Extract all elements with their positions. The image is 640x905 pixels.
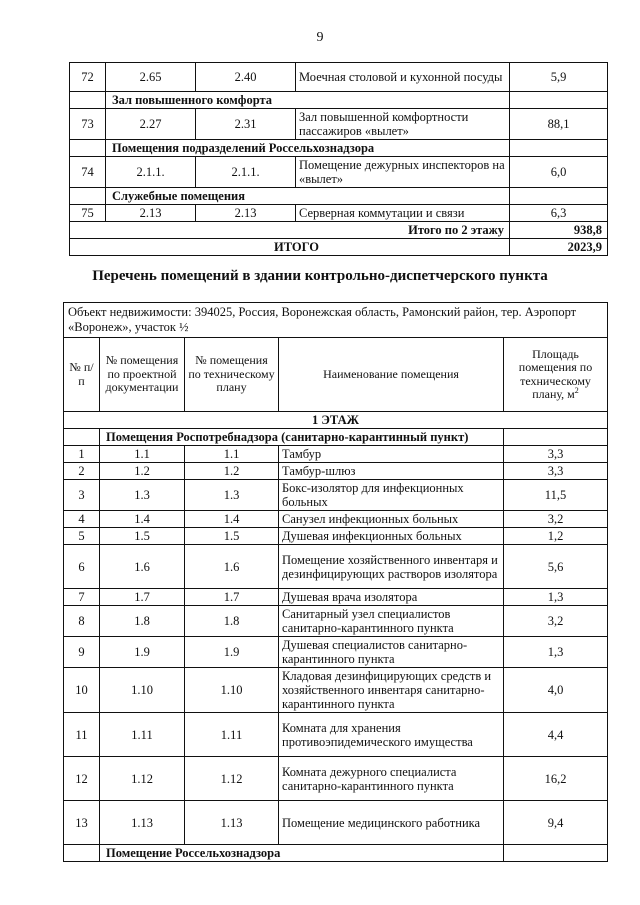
tech-plan-room-number: 1.5	[185, 528, 279, 545]
header-area-sup: 2	[574, 386, 579, 395]
project-room-number: 1.6	[100, 545, 185, 589]
row-number: 6	[64, 545, 100, 589]
room-name: Зал повышенной комфортности пассажиров «вылет»	[296, 109, 510, 140]
row-number: 5	[64, 528, 100, 545]
table-row	[64, 463, 608, 480]
grand-total-row	[70, 239, 608, 256]
section-heading: Перечень помещений в здании контрольно-диспетчерского пункта	[92, 268, 548, 284]
tech-plan-room-number: 1.3	[185, 480, 279, 511]
tech-plan-room-number: 1.9	[185, 637, 279, 668]
project-room-number: 2.65	[106, 63, 196, 92]
room-area: 4,4	[504, 713, 608, 757]
header-tech: № помещения по техническому плану	[185, 338, 279, 412]
table-row	[64, 668, 608, 713]
room-area: 3,3	[504, 463, 608, 480]
row-number: 3	[64, 480, 100, 511]
section-row	[70, 188, 608, 205]
empty-cell	[70, 140, 106, 157]
room-area: 6,0	[510, 157, 608, 188]
table-row	[64, 637, 608, 668]
room-name: Комната для хранения противоэпидемического имущества	[279, 713, 504, 757]
tech-plan-room-number: 1.4	[185, 511, 279, 528]
room-name: Серверная коммутации и связи	[296, 205, 510, 222]
section-row	[64, 429, 608, 446]
empty-cell	[70, 188, 106, 205]
rooms-table-floor-2	[69, 62, 608, 256]
room-area: 1,3	[504, 589, 608, 606]
object-address: Объект недвижимости: 394025, Россия, Воронежская область, Рамонский район, тер. Аэропорт «Воронеж», участок ½	[64, 303, 608, 338]
room-name: Помещение медицинского работника	[279, 801, 504, 845]
row-number: 1	[64, 446, 100, 463]
project-room-number: 1.4	[100, 511, 185, 528]
tech-plan-room-number: 1.10	[185, 668, 279, 713]
room-name: Моечная столовой и кухонной посуды	[296, 63, 510, 92]
row-number: 74	[70, 157, 106, 188]
room-name: Душевая инфекционных больных	[279, 528, 504, 545]
project-room-number: 1.1	[100, 446, 185, 463]
room-name: Комната дежурного специалиста санитарно-карантинного пункта	[279, 757, 504, 801]
room-name: Тамбур-шлюз	[279, 463, 504, 480]
tech-plan-room-number: 1.12	[185, 757, 279, 801]
table-row	[64, 713, 608, 757]
row-number: 75	[70, 205, 106, 222]
section-title: Служебные помещения	[106, 188, 510, 205]
row-number: 8	[64, 606, 100, 637]
tech-plan-room-number: 2.31	[196, 109, 296, 140]
row-number: 11	[64, 713, 100, 757]
room-name: Помещение хозяйственного инвентаря и дезинфицирующих растворов изолятора	[279, 545, 504, 589]
room-area: 4,0	[504, 668, 608, 713]
row-number: 10	[64, 668, 100, 713]
section-row	[70, 92, 608, 109]
row-number: 2	[64, 463, 100, 480]
room-area: 3,2	[504, 606, 608, 637]
header-area-text: Площадь помещения по техническому плану, м	[518, 346, 593, 401]
room-name: Санузел инфекционных больных	[279, 511, 504, 528]
table-row	[64, 757, 608, 801]
project-room-number: 1.11	[100, 713, 185, 757]
total-floor-value: 938,8	[510, 222, 608, 239]
table-row	[64, 480, 608, 511]
room-area: 11,5	[504, 480, 608, 511]
room-area: 5,6	[504, 545, 608, 589]
object-row	[64, 303, 608, 338]
section-row	[64, 845, 608, 862]
project-room-number: 1.13	[100, 801, 185, 845]
room-area: 1,2	[504, 528, 608, 545]
tech-plan-room-number: 2.1.1.	[196, 157, 296, 188]
tech-plan-room-number: 1.13	[185, 801, 279, 845]
project-room-number: 1.10	[100, 668, 185, 713]
project-room-number: 1.7	[100, 589, 185, 606]
row-number: 72	[70, 63, 106, 92]
header-no: № п/п	[64, 338, 100, 412]
project-room-number: 1.12	[100, 757, 185, 801]
row-number: 9	[64, 637, 100, 668]
project-room-number: 2.13	[106, 205, 196, 222]
project-room-number: 1.9	[100, 637, 185, 668]
project-room-number: 1.8	[100, 606, 185, 637]
row-number: 13	[64, 801, 100, 845]
room-name: Душевая специалистов санитарно-карантинного пункта	[279, 637, 504, 668]
room-area: 5,9	[510, 63, 608, 92]
empty-cell	[510, 92, 608, 109]
section-row	[70, 140, 608, 157]
tech-plan-room-number: 2.13	[196, 205, 296, 222]
floor-label: 1 ЭТАЖ	[64, 412, 608, 429]
room-name: Бокс-изолятор для инфекционных больных	[279, 480, 504, 511]
section-title: Помещения подразделений Россельхознадзора	[106, 140, 510, 157]
total-floor-label: Итого по 2 этажу	[70, 222, 510, 239]
room-area: 88,1	[510, 109, 608, 140]
empty-cell	[504, 845, 608, 862]
table-row	[70, 157, 608, 188]
rooms-table-control-tower	[63, 302, 608, 862]
room-name: Помещение дежурных инспекторов на «вылет»	[296, 157, 510, 188]
table-row	[70, 205, 608, 222]
row-number: 4	[64, 511, 100, 528]
row-number: 73	[70, 109, 106, 140]
row-number: 7	[64, 589, 100, 606]
table-row	[64, 589, 608, 606]
empty-cell	[510, 140, 608, 157]
project-room-number: 2.27	[106, 109, 196, 140]
tech-plan-room-number: 1.2	[185, 463, 279, 480]
project-room-number: 2.1.1.	[106, 157, 196, 188]
room-name: Тамбур	[279, 446, 504, 463]
room-area: 6,3	[510, 205, 608, 222]
section-title: Зал повышенного комфорта	[106, 92, 510, 109]
page-number: 9	[316, 30, 324, 45]
table-row	[64, 606, 608, 637]
section-title: Помещения Роспотребнадзора (санитарно-карантинный пункт)	[100, 429, 504, 446]
header-name: Наименование помещения	[279, 338, 504, 412]
header-row	[64, 338, 608, 412]
header-area	[504, 338, 608, 412]
tech-plan-room-number: 2.40	[196, 63, 296, 92]
room-area: 3,2	[504, 511, 608, 528]
table-row	[64, 801, 608, 845]
table-row	[64, 511, 608, 528]
room-name: Кладовая дезинфицирующих средств и хозяйственного инвентаря санитарно-карантинного пункта	[279, 668, 504, 713]
project-room-number: 1.2	[100, 463, 185, 480]
tech-plan-room-number: 1.6	[185, 545, 279, 589]
project-room-number: 1.3	[100, 480, 185, 511]
room-area: 16,2	[504, 757, 608, 801]
tech-plan-room-number: 1.8	[185, 606, 279, 637]
table-row	[64, 446, 608, 463]
empty-cell	[64, 845, 100, 862]
table-row	[70, 63, 608, 92]
project-room-number: 1.5	[100, 528, 185, 545]
section-title: Помещение Россельхознадзора	[100, 845, 504, 862]
grand-total-value: 2023,9	[510, 239, 608, 256]
table-row	[70, 109, 608, 140]
empty-cell	[70, 92, 106, 109]
tech-plan-room-number: 1.7	[185, 589, 279, 606]
tech-plan-room-number: 1.1	[185, 446, 279, 463]
room-area: 1,3	[504, 637, 608, 668]
table-row	[64, 528, 608, 545]
header-proj: № помещения по проектной документации	[100, 338, 185, 412]
floor-row	[64, 412, 608, 429]
room-name: Душевая врача изолятора	[279, 589, 504, 606]
row-number: 12	[64, 757, 100, 801]
tech-plan-room-number: 1.11	[185, 713, 279, 757]
room-area: 3,3	[504, 446, 608, 463]
empty-cell	[510, 188, 608, 205]
total-floor-row	[70, 222, 608, 239]
table-row	[64, 545, 608, 589]
room-name: Санитарный узел специалистов санитарно-карантинного пункта	[279, 606, 504, 637]
grand-total-label: ИТОГО	[70, 239, 510, 256]
room-area: 9,4	[504, 801, 608, 845]
